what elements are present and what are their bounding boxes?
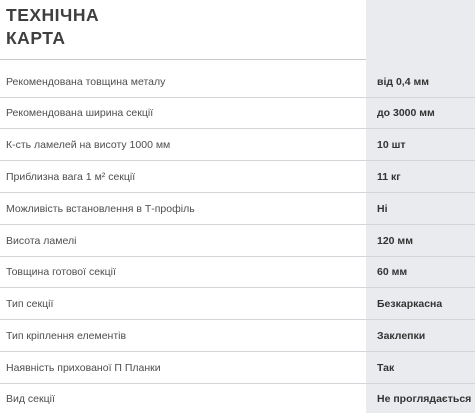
spec-row (0, 98, 475, 129)
spec-label: Наявність прихованої П Планки (6, 362, 161, 374)
spec-value: від 0,4 мм (377, 76, 430, 88)
spec-value: 60 мм (377, 266, 408, 278)
spec-value: Безкаркасна (377, 298, 443, 310)
spec-value: Не проглядається (377, 393, 472, 405)
title-divider (0, 59, 366, 60)
spec-row (0, 257, 475, 288)
spec-row (0, 289, 475, 320)
spec-label: Вид секції (6, 393, 55, 405)
spec-row (0, 353, 475, 384)
spec-row (0, 162, 475, 193)
page-title (6, 4, 99, 50)
spec-label: Товщина готової секції (6, 266, 116, 278)
spec-label: Тип кріплення елементів (6, 330, 127, 342)
spec-value: 120 мм (377, 235, 413, 247)
spec-value: 11 кг (377, 171, 401, 183)
spec-value: до 3000 мм (377, 107, 435, 119)
spec-row (0, 67, 475, 98)
spec-value: Заклепки (377, 330, 426, 342)
spec-row (0, 226, 475, 257)
spec-label: Рекомендована товщина металу (6, 76, 166, 88)
spec-label: Приблизна вага 1 м² секції (6, 171, 136, 183)
spec-value: Так (377, 362, 395, 374)
title-line-2: КАРТА (6, 28, 66, 48)
spec-row (0, 194, 475, 225)
spec-label: Рекомендована ширина секції (6, 107, 154, 119)
spec-label: К-сть ламелей на висоту 1000 мм (6, 139, 171, 151)
spec-value: Ні (377, 203, 388, 215)
spec-row (0, 130, 475, 161)
spec-row (0, 384, 475, 415)
spec-label: Висота ламелі (6, 235, 77, 247)
spec-value: 10 шт (377, 139, 406, 151)
spec-label: Тип секції (6, 298, 54, 310)
spec-label: Можливість встановлення в Т-профіль (6, 203, 195, 215)
spec-row (0, 321, 475, 352)
title-line-1: ТЕХНІЧНА (6, 5, 100, 25)
